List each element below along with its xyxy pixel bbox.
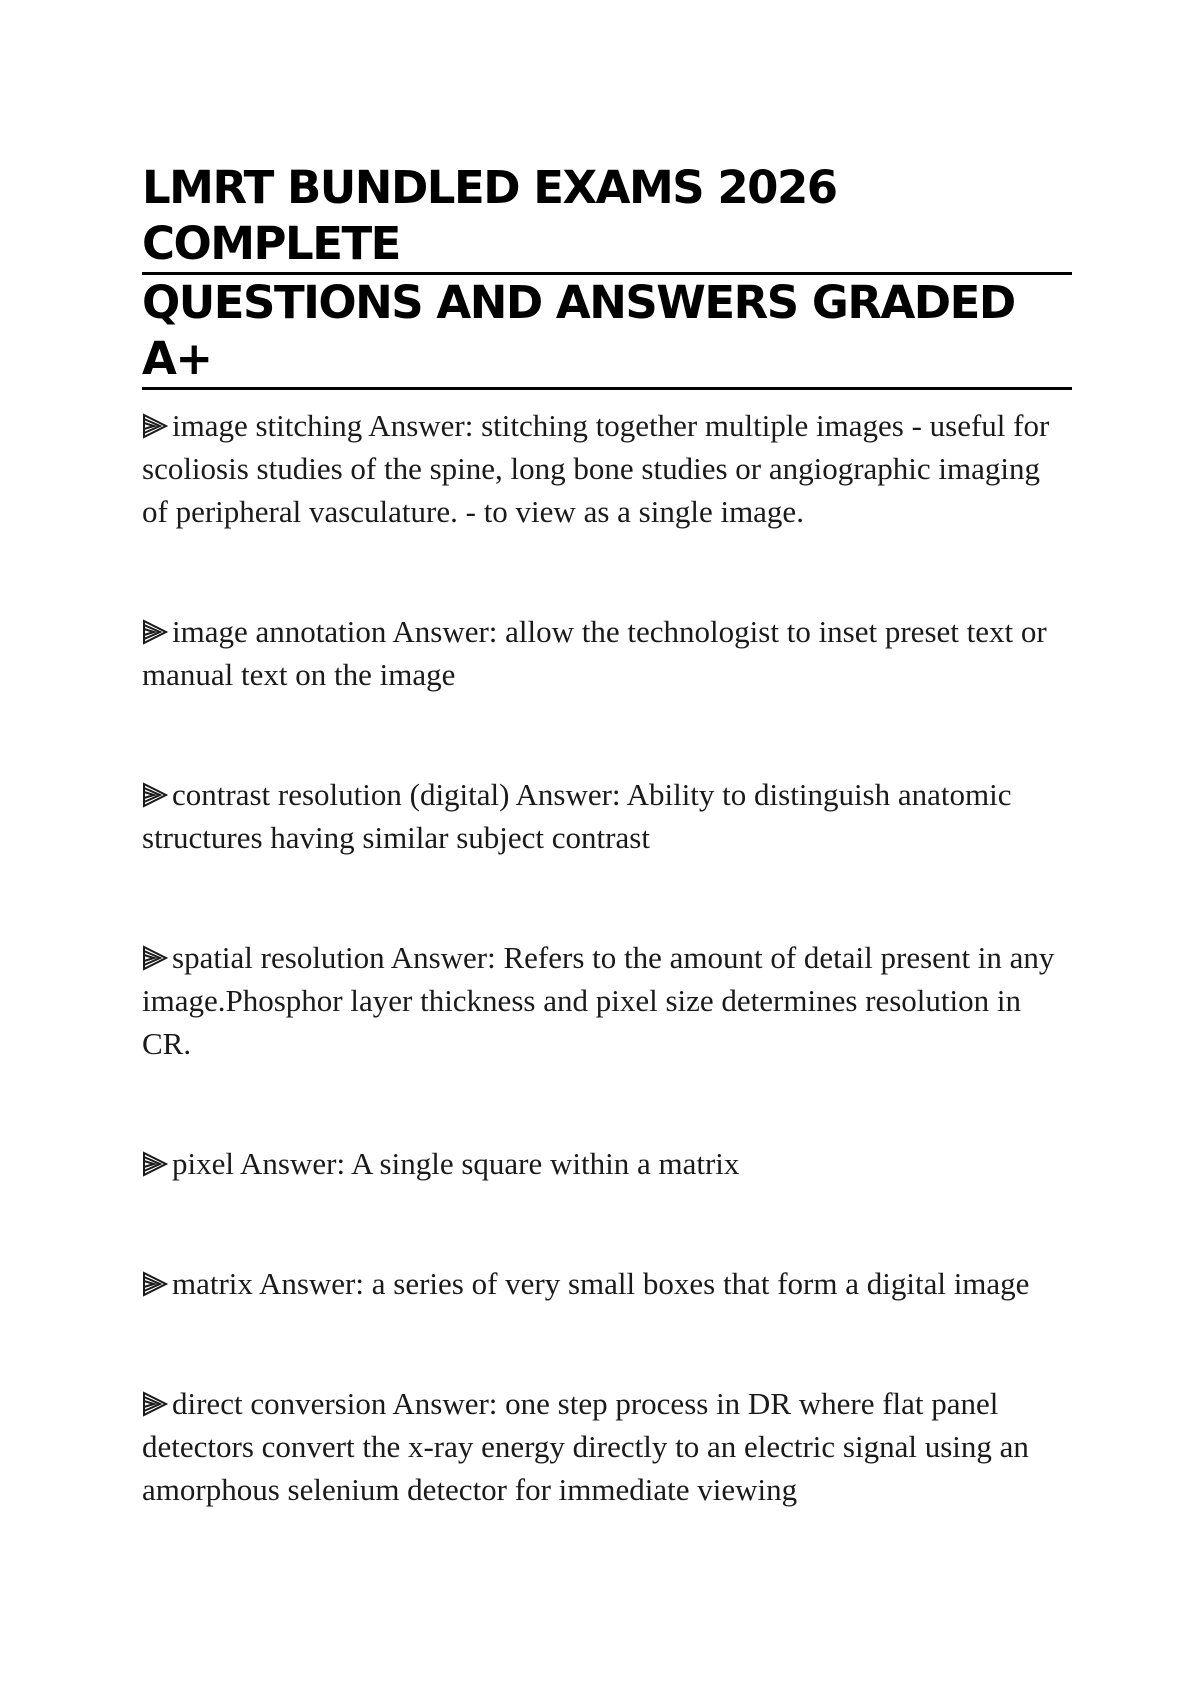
title-line-2: QUESTIONS AND ANSWERS GRADED A+	[142, 275, 1072, 390]
qa-text: contrast resolution (digital) Answer: Ability to distinguish anatomic structures having similar subject contrast	[142, 777, 1012, 855]
qa-item	[142, 1382, 1072, 1511]
qa-item	[142, 773, 1072, 859]
double-arrow-bullet-icon	[142, 1271, 172, 1297]
qa-text: image annotation Answer: allow the technologist to inset preset text or manual text on the image	[142, 614, 1047, 692]
qa-item	[142, 1262, 1072, 1305]
qa-item	[142, 936, 1072, 1065]
double-arrow-bullet-icon	[142, 782, 172, 808]
double-arrow-bullet-icon	[142, 1391, 172, 1417]
qa-text: spatial resolution Answer: Refers to the amount of detail present in any image.Phosphor layer thickness and pixel size determines resolution in CR.	[142, 940, 1055, 1061]
double-arrow-bullet-icon	[142, 619, 172, 645]
qa-item	[142, 610, 1072, 696]
document-title	[142, 160, 1072, 390]
qa-text: matrix Answer: a series of very small boxes that form a digital image	[172, 1266, 1030, 1301]
double-arrow-bullet-icon	[142, 1151, 172, 1177]
qa-item	[142, 404, 1072, 533]
title-line-1: LMRT BUNDLED EXAMS 2026 COMPLETE	[142, 160, 1072, 275]
document-page	[142, 160, 1072, 1588]
qa-text: pixel Answer: A single square within a matrix	[172, 1146, 740, 1181]
qa-list	[142, 404, 1072, 1511]
double-arrow-bullet-icon	[142, 945, 172, 971]
qa-text: direct conversion Answer: one step process in DR where flat panel detectors convert the x-ray energy directly to an electric signal using an amorphous selenium detector for immediate viewing	[142, 1386, 1029, 1507]
qa-item	[142, 1142, 1072, 1185]
double-arrow-bullet-icon	[142, 413, 172, 439]
qa-text: image stitching Answer: stitching together multiple images - useful for scoliosis studies of the spine, long bone studies or angiographic imaging of peripheral vasculature. - to view as a single image.	[142, 408, 1050, 529]
